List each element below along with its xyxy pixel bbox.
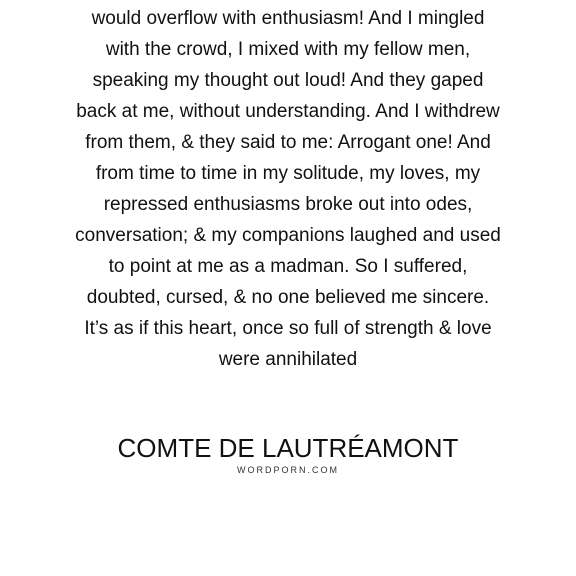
- author-name: COMTE DE LAUTRÉAMONT: [117, 433, 459, 463]
- quote-line: back at me, without understanding. And I withdrew: [76, 101, 500, 122]
- quote-line: doubted, cursed, & no one believed me sincere.: [86, 287, 490, 308]
- site-watermark: WORDPORN.COM: [237, 465, 339, 475]
- quote-line: to point at me as a madman. So I suffered,: [108, 256, 468, 277]
- quote-line: conversation; & my companions laughed and used: [75, 225, 501, 246]
- quote-line: were annihilated: [218, 349, 358, 370]
- quote-line: from time to time in my solitude, my loves, my: [95, 163, 481, 184]
- quote-line: repressed enthusiasms broke out into odes,: [103, 194, 473, 215]
- quote-text: [0, 3, 576, 375]
- quote-line: speaking my thought out loud! And they gaped: [92, 70, 484, 91]
- quote-line: with the crowd, I mixed with my fellow men,: [105, 39, 471, 60]
- quote-line: would overflow with enthusiasm! And I mingled: [91, 8, 485, 29]
- quote-line: It’s as if this heart, once so full of strength & love: [84, 318, 492, 339]
- quote-line: from them, & they said to me: Arrogant one! And: [85, 132, 491, 153]
